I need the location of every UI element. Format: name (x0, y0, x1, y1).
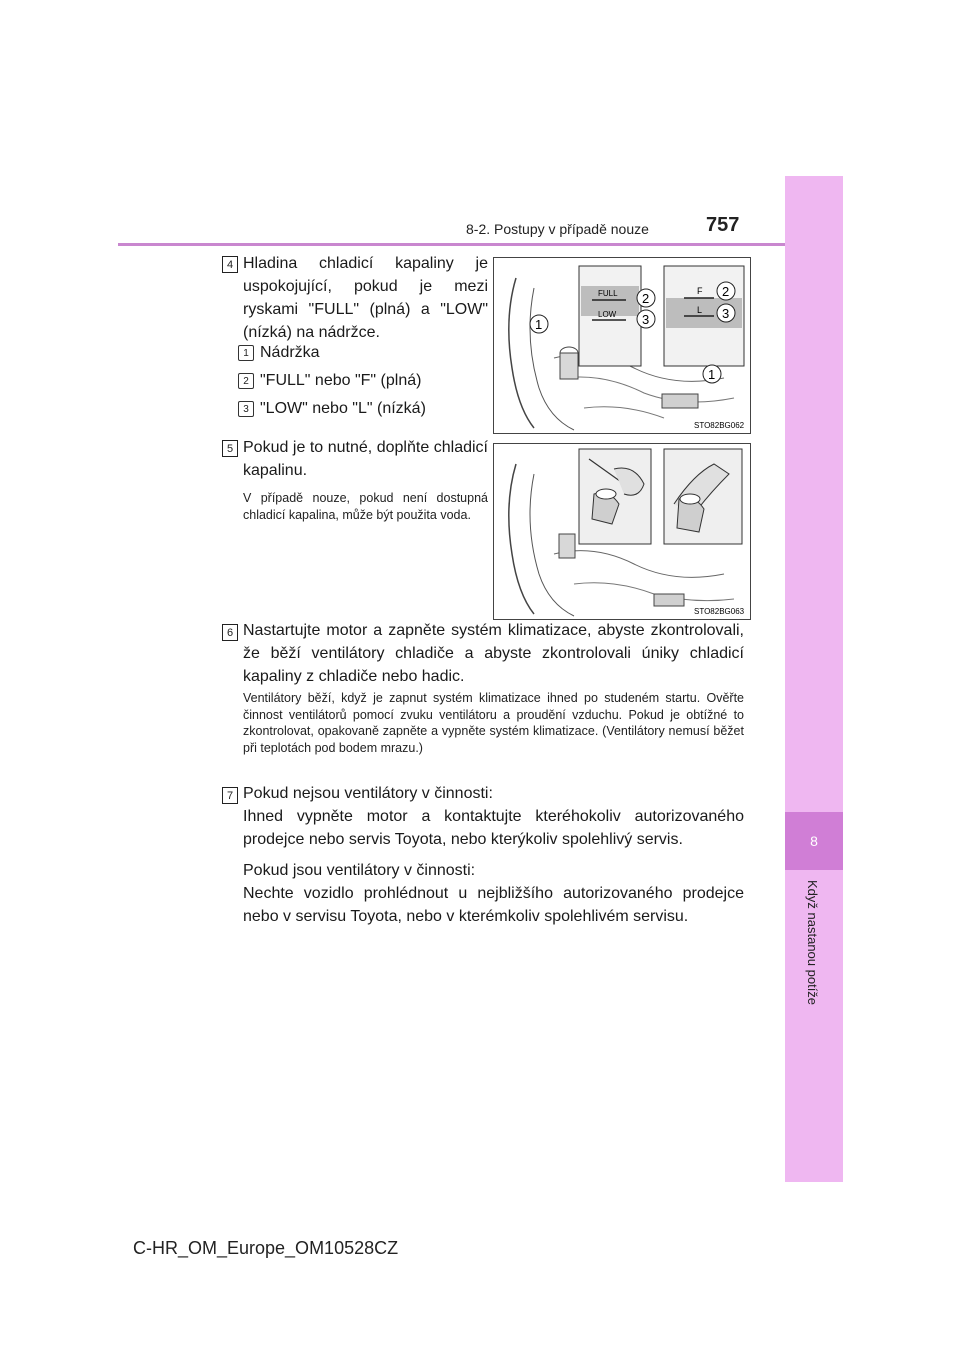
step-7-case-off-title: Pokud nejsou ventilátory v činnosti: (243, 785, 493, 802)
step-5-text: Pokud je to nutné, doplňte chladicí kapalinu. (243, 439, 488, 479)
step-4-text: Hladina chladicí kapaliny je uspokojující, pokud je mezi ryskami "FULL" (plná) a "LOW" (nízká) na nádržce. (243, 255, 488, 341)
item-2-marker: 2 (238, 373, 254, 389)
header-rule (118, 243, 785, 246)
section-title: 8-2. Postupy v případě nouze (466, 221, 649, 237)
callout-1-left: 1 (535, 317, 543, 332)
chapter-side-tab (785, 176, 843, 1182)
mark-l: L (697, 305, 703, 315)
item-3-marker: 3 (238, 401, 254, 417)
coolant-level-illustration (494, 258, 750, 433)
item-1-label: Nádržka (260, 344, 320, 361)
step-5-note: V případě nouze, pokud není dostupná chladicí kapalina, může být použita voda. (243, 491, 488, 522)
document-code: C-HR_OM_Europe_OM10528CZ (133, 1238, 399, 1258)
callout-3-right: 3 (722, 306, 730, 321)
figure-code-2: STO82BG063 (694, 607, 745, 616)
step-7-case-on-text: Nechte vozidlo prohlédnout u nejbližšího autorizovaného prodejce nebo v servisu Toyota, nebo v kterémkoliv spolehlivém servisu. (243, 885, 744, 925)
step-7-case-off-text: Ihned vypněte motor a kontaktujte kteréhokoliv autorizovaného prodejce nebo servis Toyota, nebo kterýkoliv spolehlivý servis. (243, 808, 744, 848)
step-6-marker: 6 (222, 624, 238, 641)
figure-code-1: STO82BG062 (694, 421, 745, 430)
step-6-text: Nastartujte motor a zapněte systém klimatizace, abyste zkontrolovali, že běží ventilátory chladiče a abyste zkontrolovali úniky chladicí kapaliny z chladiče nebo hadic. (243, 622, 744, 685)
coolant-refill-figure (493, 443, 751, 620)
mark-f: F (697, 286, 703, 296)
step-6-note: Ventilátory běží, když je zapnut systém klimatizace ihned po studeném startu. Ověřte činnost ventilátorů pomocí zvuku ventilátoru a proudění vzduchu. Pokud je obtížné to zkontrolovat, opakovaně zapněte a vypněte systém klimatizace. (Ventilátory nemusí běžet při teplotách pod bodem mrazu.) (243, 691, 744, 755)
item-3-label: "LOW" nebo "L" (nízká) (260, 400, 426, 417)
chapter-number: 8 (785, 812, 843, 870)
callout-1-right: 1 (708, 367, 716, 382)
step-7-case-on-title: Pokud jsou ventilátory v činnosti: (243, 862, 476, 879)
page-number: 757 (706, 214, 740, 236)
item-2-label: "FULL" nebo "F" (plná) (260, 372, 422, 389)
chapter-title: Když nastanou potíže (805, 880, 820, 1006)
coolant-refill-illustration (494, 444, 750, 619)
step-4-marker: 4 (222, 256, 238, 273)
callout-2-right: 2 (722, 284, 730, 299)
step-5-marker: 5 (222, 440, 238, 457)
item-1-marker: 1 (238, 345, 254, 361)
callout-3-left: 3 (642, 312, 650, 327)
callout-2-left: 2 (642, 291, 650, 306)
step-7-marker: 7 (222, 787, 238, 804)
mark-full: FULL (598, 289, 618, 298)
coolant-level-figure (493, 257, 751, 434)
mark-low: LOW (598, 310, 617, 319)
